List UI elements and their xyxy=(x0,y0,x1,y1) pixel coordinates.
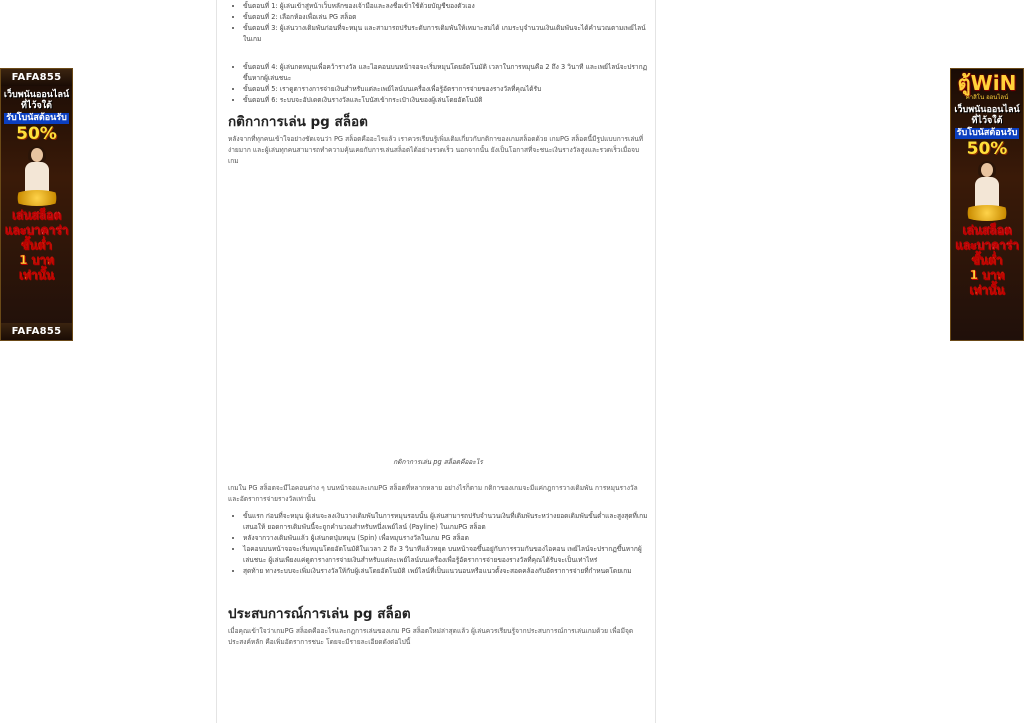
ad-line: รับโบนัสต้อนรับ xyxy=(6,113,67,123)
section-heading: กติกาการเล่น pg สล็อต xyxy=(228,114,368,130)
ad-line: รับโบนัสต้อนรับ xyxy=(956,128,1018,138)
ad-line: ขั้นต่ำ xyxy=(971,253,1003,267)
ad-line: เว็บพนันออนไลน์ xyxy=(954,105,1020,115)
paragraph: เมื่อคุณเข้าใจว่าเกมPG สล็อตคืออะไรและกฎการเล่นของเกม PG สล็อตใหม่ล่าสุดแล้ว ผู้เล่นควรเรียนรู้จากประสบการณ์การเล่นเกมด้วย เพื่อมีจุดประสงค์หลัก คือเพิ่มอัตราการชนะ โดยจะมีรายละเอียดดังต่อไปนี้ xyxy=(228,627,634,646)
image-caption-wrap xyxy=(228,457,648,467)
paragraph: เกมใน PG สล็อตจะมีไอคอนต่าง ๆ บนหน้าจอและเกมPG สล็อตที่หลากหลาย อย่างไรก็ตาม กติกาของเกมจะมีแค่กฎการวางเดิมพัน การหมุนรางวัล และอัตราการจ่ายรางวัลเท่านั้น xyxy=(228,484,638,503)
list-item: • ขั้นตอนที่ 4: ผู้เล่นกดหมุนเพื่อคว้ารางวัล และไอคอนบนหน้าจอจะเริ่มหมุนโดยอัตโนมัติ เวลาในการหมุนคือ 2 ถึง 3 วินาที และเพย์ไลน์จะปรากฏขึ้นหากผู้เล่นชนะ xyxy=(243,62,648,84)
ad-percent: 50% xyxy=(16,124,57,144)
ad-model-image xyxy=(11,146,63,206)
article-image xyxy=(228,168,648,452)
section-experience xyxy=(228,605,648,648)
article-content xyxy=(216,0,656,723)
rules-list xyxy=(228,511,648,577)
ad-line: ขั้นต่ำ xyxy=(21,238,52,252)
ad-percent: 50% xyxy=(966,139,1008,159)
list-item: • หลังจากวางเดิมพันแล้ว ผู้เล่นกดปุ่มหมุน (Spin) เพื่อหมุนรางวัลในเกม PG สล็อต xyxy=(243,533,648,544)
list-item: • ขั้นตอนที่ 6: ระบบจะอัปเดตเงินรางวัลและโบนัสเข้ากระเป๋าเงินของผู้เล่นโดยอัตโนมัติ xyxy=(243,95,648,106)
section-rules xyxy=(228,113,648,167)
list-item: • ขั้นตอนที่ 5: เราดูตารางการจ่ายเงินสำหรับแต่ละเพย์ไลน์บนเครื่องเพื่อรู้อัตราการจ่ายของรางวัลที่คุณได้รับ xyxy=(243,84,648,95)
list-item: • ขั้นตอนที่ 1: ผู้เล่นเข้าสู่หน้าเว็บหลักของเจ้ามือและลงชื่อเข้าใช้ด้วยบัญชีของตัวเอง xyxy=(243,1,648,12)
ad-logo-sub: คาสิโน ออนไลน์ xyxy=(965,94,1009,101)
ad-line: เว็บพนันออนไลน์ xyxy=(3,90,70,100)
ad-line: 1 บาท xyxy=(969,268,1005,282)
ad-line: และบาคาร่า xyxy=(955,238,1019,252)
ad-logo: ตู้WiN xyxy=(957,71,1017,95)
paragraph: หลังจากที่ทุกคนเข้าใจอย่างชัดเจนว่า PG สล็อตคืออะไรแล้ว เราควรเรียนรู้เพิ่มเติมเกี่ยวกับกติกาของเกมสล็อตด้วย เกมPG สล็อตนี้มีรูปแบบการเล่นที่ง่ายมาก และผู้เล่นทุกคนสามารถทำความคุ้นเคยกับการเล่นสล็อตได้อย่างรวดเร็ว นอกจากนั้น ยังเป็นโอกาสที่จะชนะเงินรางวัลสูงและรวดเร็วเมื่อจบเกม xyxy=(228,135,644,165)
ad-line: เท่านั้น xyxy=(969,283,1005,297)
steps-list-top xyxy=(228,1,648,45)
ad-line: เท่านั้น xyxy=(18,268,55,282)
list-item: • ไอคอนบนหน้าจอจะเริ่มหมุนโดยอัตโนมัติในเวลา 2 ถึง 3 วินาทีแล้วหยุด บนหน้าจอขึ้นอยู่กับการรวมกันของไอคอน เพย์ไลน์จะปรากฏขึ้นหากผู้เล่นชนะ ผู้เล่นเพียงแค่ดูตารางการจ่ายเงินสำหรับแต่ละเพย์ไลน์บนเครื่องเพื่อรู้อัตราการจ่ายของรางวัลที่คุณได้รับจะเป็นเท่าไหร่ xyxy=(243,544,648,566)
list-item: • ขั้นตอนที่ 3: ผู้เล่นวางเดิมพันก่อนที่จะหมุน และสามารถปรับระดับการเดิมพันให้เหมาะสมได้ เกมระบุจำนวนเงินเดิมพันจะได้คำนวณตามเพย์ไลน์ในเกม xyxy=(243,23,648,45)
rules-intro xyxy=(228,483,648,505)
steps-list-mid xyxy=(228,62,648,106)
ad-line: ที่ไว้จใต้ xyxy=(971,116,1003,126)
ad-line: และบาคาร่า xyxy=(4,223,69,237)
list-item: • ขั้นแรก ก่อนที่จะหมุน ผู้เล่นจะลงเงินวางเดิมพันในการหมุนรอบนั้น ผู้เล่นสามารถปรับจำนวนเงินที่เดิมพันระหว่างยอดเดิมพันขั้นต่ำและสูงสุดที่เกมเสนอให้ ยอดการเดิมพันนี้จะถูกคำนวณสำหรับหนึ่งเพย์ไลน์ (Payline) ในเกมPG สล็อต xyxy=(243,511,648,533)
section-heading: ประสบการณ์การเล่น pg สล็อต xyxy=(228,606,411,622)
ad-line: เล่นสล็อต xyxy=(962,223,1012,237)
ad-line: 1 บาท xyxy=(19,253,54,267)
list-item: • ขั้นตอนที่ 2: เลือกห้องเพื่อเล่น PG สล็อต xyxy=(243,12,648,23)
right-banner-ad[interactable] xyxy=(950,68,1024,341)
left-banner-ad[interactable] xyxy=(0,68,73,341)
ad-brand-top: FAFA855 xyxy=(1,69,72,86)
ad-line: ที่ไว้จใต้ xyxy=(20,101,53,111)
image-caption: กติกาการเล่น pg สล็อตคืออะไร xyxy=(393,458,483,466)
ad-line: เล่นสล็อต xyxy=(11,208,62,222)
ad-model-image xyxy=(961,161,1013,221)
ad-brand-bottom: FAFA855 xyxy=(1,323,72,340)
list-item: • สุดท้าย ทางระบบจะเพิ่มเงินรางวัลให้กับผู้เล่นโดยอัตโนมัติ เพย์ไลน์ที่เป็นแนวนอนหรือแนวตั้งจะสอดคล้องกับอัตราการจ่ายที่กำหนดโดยเกม xyxy=(243,566,648,577)
